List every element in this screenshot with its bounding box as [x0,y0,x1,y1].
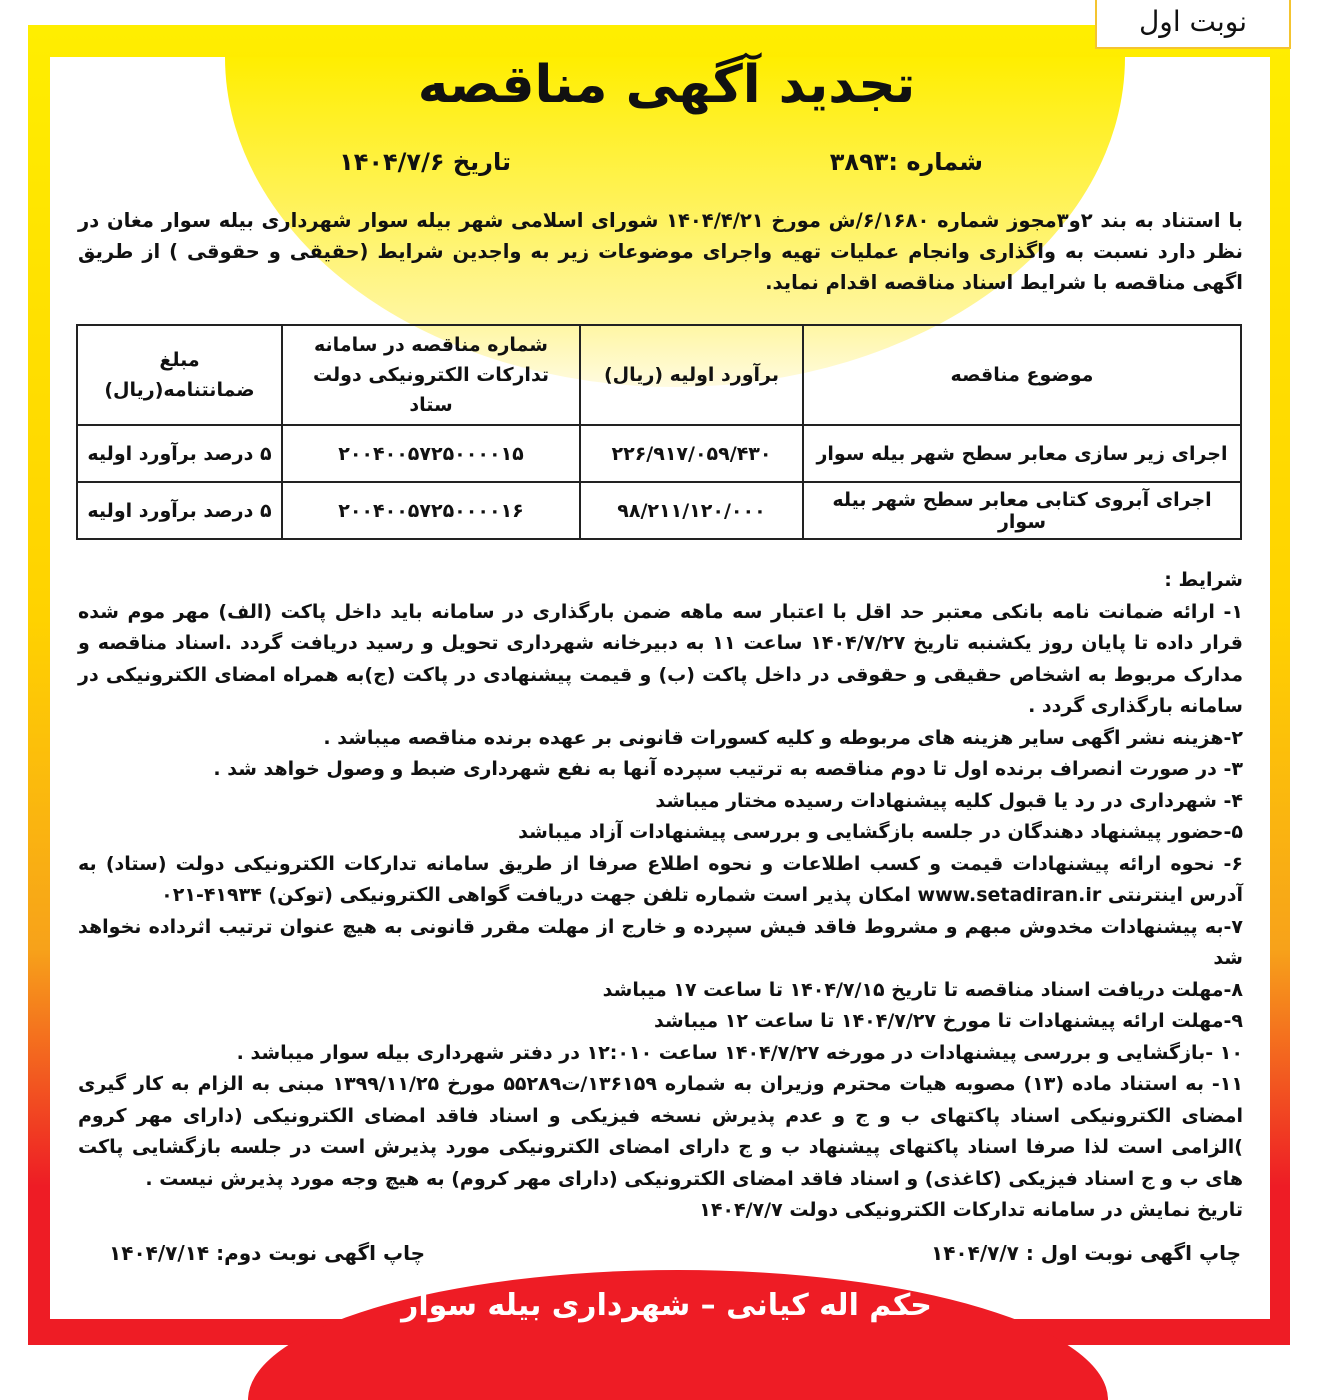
signatory: حکم اله کیانی – شهرداری بیله سوار [401,1288,932,1323]
col-subject: موضوع مناقصه [803,325,1241,425]
condition-item: ۱- ارائه ضمانت نامه بانکی معتبر حد اقل با اعتبار سه ماهه ضمن بارگذاری در سامانه باید داخل پاکت (الف) مهر موم شده قرار داده تا پایان روز یکشنبه تاریخ ۱۴۰۴/۷/۲۷ ساعت ۱۱ به دبیرخانه شهرداری تحویل و رسید دریافت گردد .اسناد مناقصه و مدارک مربوط به اشخاص حقیقی و حقوقی در داخل پاکت (ب) و قیمت پیشنهادی در پاکت (ج)به همراه امضای الکترونیکی در سامانه بارگذاری گردد . [78,600,1243,717]
print-first-date: چاپ اگهی نوبت اول : ۱۴۰۴/۷/۷ [931,1241,1241,1265]
table-row [77,482,1241,539]
cell-estimate: ۲۲۶/۹۱۷/۰۵۹/۴۳۰ [580,425,803,482]
intro-paragraph: با استناد به بند ۲و۳مجوز شماره ۶/۱۶۸۰/ش مورخ ۱۴۰۴/۴/۲۱ شورای اسلامی شهر بیله سوار شهرداری بیله سوار مغان در نظر دارد نسبت به واگذاری وانجام عملیات تهیه واجرای موضوعات زیر به واجدین شرایط (حقیقی و حقوقی ) از طریق اگهی مناقصه با شرایط اسناد مناقصه اقدام نماید. [78,209,1243,294]
condition-item: ۳- در صورت انصراف برنده اول تا دوم مناقصه به ترتیب سپرده آنها به نفع شهرداری ضبط و وصول خواهد شد . [213,758,1243,780]
publication-round-badge: نوبت اول [1095,0,1291,49]
conditions-title: شرایط : [1164,569,1243,591]
condition-item: ۷-به پیشنهادات مخدوش مبهم و مشروط فاقد فیش سپرده و خارج از مهلت مقرر قانونی به هیچ عنوان ترتیب اثرداده نخواهد شد [78,915,1243,969]
table-header-row [77,325,1241,425]
col-estimate: برآورد اولیه (ریال) [580,325,803,425]
cell-guarantee: ۵ درصد برآورد اولیه [77,425,282,482]
col-tender-number: شماره مناقصه در سامانه تدارکات الکترونیکی دولت ستاد [282,325,580,425]
conditions-section [78,565,1243,1227]
condition-item: ۵-حضور پیشنهاد دهندگان در جلسه بازگشایی و بررسی پیشنهادات آزاد میباشد [518,821,1243,843]
cell-tender-number: ۲۰۰۴۰۰۵۷۲۵۰۰۰۰۱۵ [282,425,580,482]
condition-item: ۱۱- به استناد ماده (۱۳) مصوبه هیات محترم وزیران به شماره ۱۳۶۱۵۹/ت۵۵۲۸۹ مورخ ۱۳۹۹/۱۱/۲۵ مبنی به الزام به کار گیری امضای الکترونیکی اسناد پاکتهای ب و ج و عدم پذیرش نسخه فیزیکی و اسناد فاقد امضای الکترونیکی (دارای مهر کروم )الزامی است لذا صرفا اسناد پاکتهای پیشنهاد ب و ج دارای امضای الکترونیکی مورد پذیرش است در جلسه بازگشایی پاکت های ب و ج اسناد فیزیکی (کاغذی) و اسناد فاقد امضای الکترونیکی (دارای مهر کروم) به هیچ وجه مورد پذیرش نیست . [78,1073,1243,1190]
print-second-date: چاپ اگهی نوبت دوم: ۱۴۰۴/۷/۱۴ [109,1241,425,1265]
ad-title: تجدید آگهی مناقصه [417,55,916,115]
condition-item: ۱۰ -بازگشایی و بررسی پیشنهادات در مورخه ۱۴۰۴/۷/۲۷ ساعت ۱۲:۰۱۰ در دفتر شهرداری بیله سوار میباشد . [236,1041,1243,1064]
condition-item: ۹-مهلت ارائه پیشنهادات تا مورخ ۱۴۰۴/۷/۲۷ تا ساعت ۱۲ میباشد [654,1010,1243,1032]
condition-item: ۶- نحوه ارائه پیشنهادات قیمت و کسب اطلاعات و نحوه اطلاع صرفا از طریق سامانه تدارکات الکترونیکی دولت (ستاد) به آدرس اینترنتی www.setadiran.ir امکان پذیر است شماره تلفن جهت دریافت گواهی الکترونیکی (توکن) ۴۱۹۳۴-۰۲۱ [78,852,1243,906]
condition-item: ۸-مهلت دریافت اسناد مناقصه تا تاریخ ۱۴۰۴/۷/۱۵ تا ساعت ۱۷ میباشد [602,978,1243,1001]
ad-date: تاریخ ۱۴۰۴/۷/۶ [339,148,511,176]
cell-guarantee: ۵ درصد برآورد اولیه [77,482,282,539]
cell-tender-number: ۲۰۰۴۰۰۵۷۲۵۰۰۰۰۱۶ [282,482,580,539]
table-row [77,425,1241,482]
condition-item: ۴- شهرداری در رد یا قبول کلیه پیشنهادات رسیده مختار میباشد [655,789,1243,812]
display-date: تاریخ نمایش در سامانه تدارکات الکترونیکی دولت ۱۴۰۴/۷/۷ [699,1199,1243,1221]
tender-table [76,324,1242,540]
col-guarantee: مبلغ ضمانتنامه(ریال) [77,325,282,425]
cell-subject: اجرای زیر سازی معابر سطح شهر بیله سوار [803,425,1241,482]
cell-subject: اجرای آبروی کتابی معابر سطح شهر بیله سوار [803,482,1241,539]
ad-number: شماره :۳۸۹۳ [829,148,983,176]
condition-item: ۲-هزینه نشر اگهی سایر هزینه های مربوطه و کلیه کسورات قانونی بر عهده برنده مناقصه میباشد . [323,726,1243,749]
cell-estimate: ۹۸/۲۱۱/۱۲۰/۰۰۰ [580,482,803,539]
